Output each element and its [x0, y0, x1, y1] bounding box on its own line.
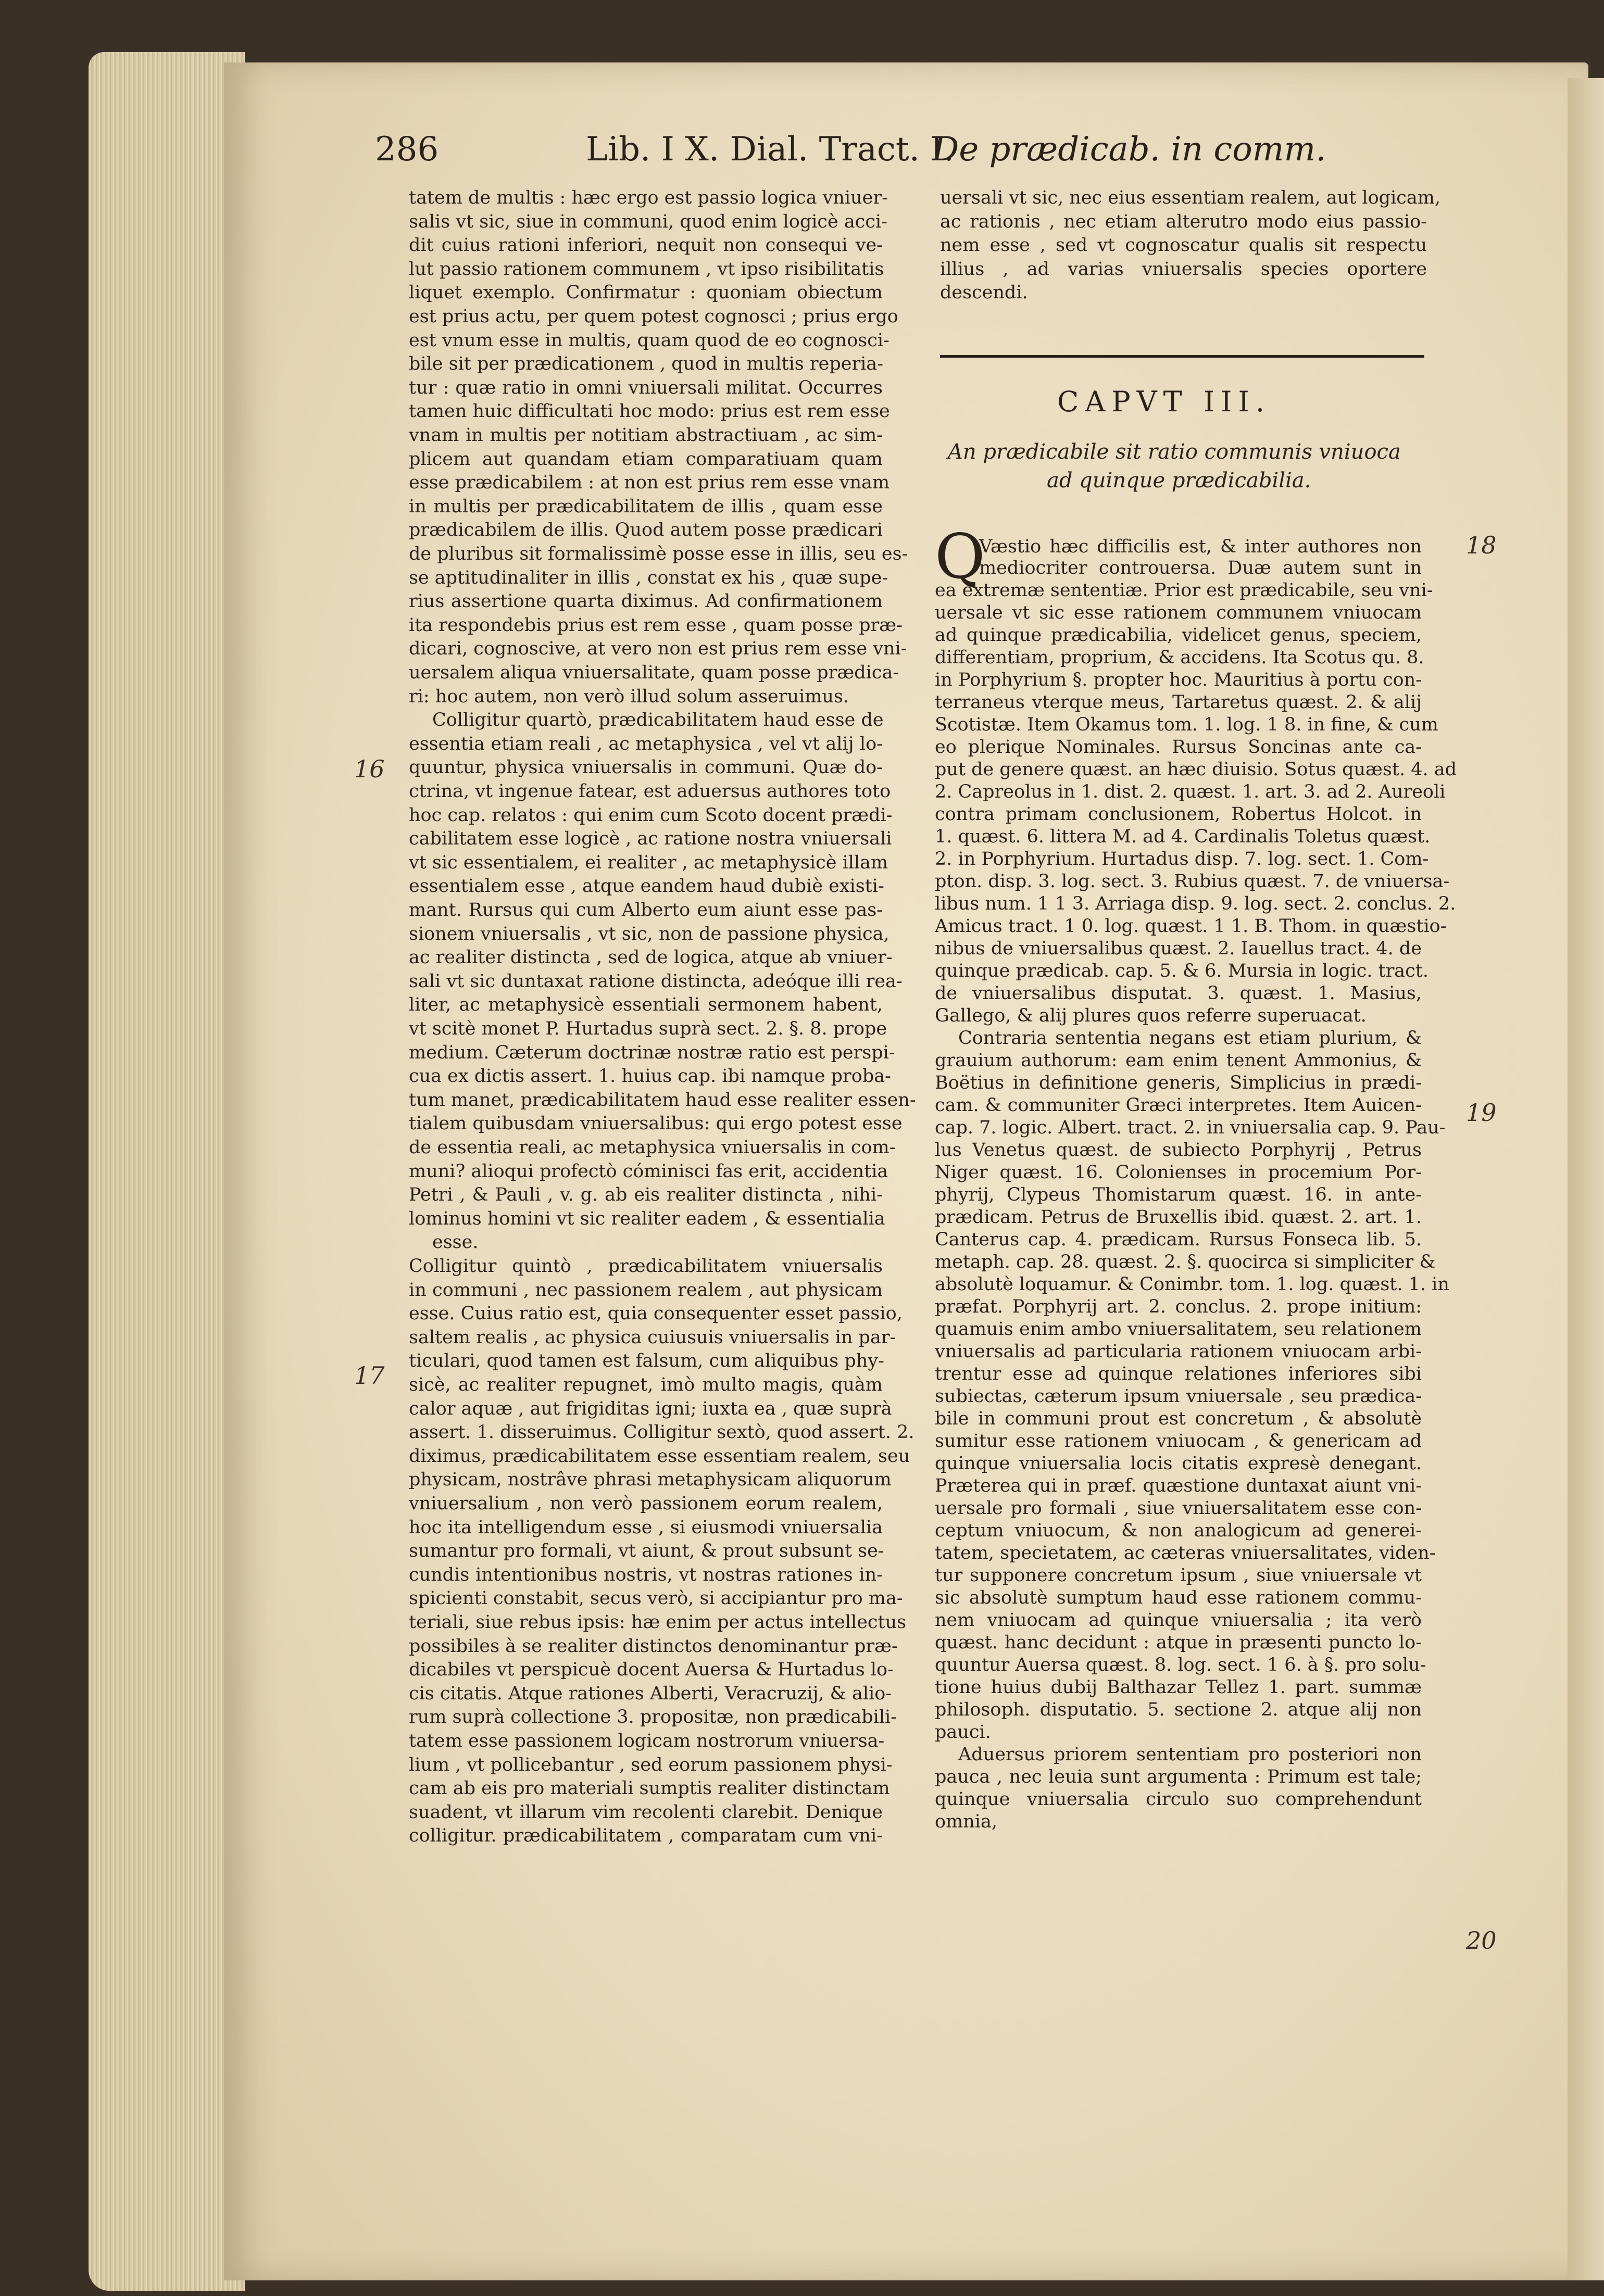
text-line: esse.: [432, 1232, 479, 1253]
running-head: Lib. I X. Dial. Tract. I.: [586, 130, 954, 169]
text-line: lus Venetus quæst. de subiecto Porphyrij , Petrus: [935, 1140, 1422, 1160]
text-line: suadent, vt illarum vim recolenti clarebit. Denique: [409, 1801, 883, 1823]
text-line: de vniuersalibus disputat. 3. quæst. 1. Masius,: [935, 983, 1422, 1004]
text-line: ticulari, quod tamen est falsum, cum aliquibus phy-: [409, 1351, 884, 1372]
text-line: dicabiles vt perspicuè docent Auersa & Hurtadus lo-: [409, 1659, 894, 1681]
facing-page-edge: [1568, 78, 1604, 2280]
text-line: quuntur, physica vniuersalis in communi. Quæ do-: [409, 757, 883, 778]
text-line: quæst. hanc decidunt : atque in præsenti puncto lo-: [935, 1632, 1422, 1653]
text-line: vt scitè monet P. Hurtadus suprà sect. 2. §. 8. prope: [409, 1018, 887, 1039]
text-line: sumantur pro formali, vt aiunt, & prout subsunt se-: [409, 1541, 884, 1562]
text-line: plicem aut quandam etiam comparatiuam quam: [409, 448, 883, 470]
text-line: esse. Cuius ratio est, quia consequenter esset passio,: [409, 1303, 903, 1324]
text-line: Niger quæst. 16. Colonienses in procemium Por-: [935, 1162, 1422, 1183]
text-line: grauium authorum: eam enim tenent Ammonius, &: [935, 1050, 1422, 1071]
text-line: cua ex dictis assert. 1. huius cap. ibi namque proba-: [409, 1066, 891, 1087]
text-line: ad quinque prædicabilia, videlicet genus, speciem,: [935, 625, 1422, 646]
text-line: philosoph. disputatio. 5. sectione 2. atque alij non: [935, 1699, 1422, 1720]
text-line: esse prædicabilem : at non est prius rem esse vnam: [409, 472, 890, 494]
text-line: liquet exemplo. Confirmatur : quoniam obiectum: [409, 282, 883, 304]
text-line: diximus, prædicabilitatem esse essentiam realem, seu: [409, 1445, 910, 1467]
text-line: physicam, nostrâve phrasi metaphysicam aliquorum: [409, 1469, 892, 1491]
text-line: tatem de multis : hæc ergo est passio logica vniuer-: [409, 187, 888, 208]
text-line: sicè, ac realiter repugnet, imò multo magis, quàm: [409, 1374, 883, 1395]
chapter-title-line-2: ad quinque prædicabilia.: [1047, 469, 1311, 493]
text-line: Petri , & Pauli , v. g. ab eis realiter distincta , nihi-: [409, 1184, 883, 1206]
text-line: 1. quæst. 6. littera M. ad 4. Cardinalis Toletus quæst.: [935, 826, 1431, 847]
text-line: hoc ita intelligendum esse , si eiusmodi vniuersalia: [409, 1517, 883, 1538]
text-line: sali vt sic duntaxat ratione distincta, adeóque illi rea-: [409, 970, 903, 992]
text-line: tamen huic difficultati hoc modo: prius est rem esse: [409, 401, 890, 422]
text-line: absolutè loquamur. & Conimbr. tom. 1. log. quæst. 1. in: [935, 1274, 1449, 1295]
text-line: illius , ad varias vniuersalis species oportere: [940, 258, 1427, 280]
text-line: quamuis enim ambo vniuersalitatem, seu relationem: [935, 1319, 1422, 1340]
text-line: metaph. cap. 28. quæst. 2. §. quocirca si simpliciter &: [935, 1252, 1436, 1272]
text-line: ri: hoc autem, non verò illud solum asseruimus.: [409, 686, 849, 707]
text-line: quinque prædicab. cap. 5. & 6. Mursia in logic. tract.: [935, 961, 1428, 981]
text-line: pton. disp. 3. log. sect. 3. Rubius quæst. 7. de vniuersa-: [935, 871, 1450, 892]
text-line: bile in communi prout est concretum , & absolutè: [935, 1408, 1422, 1429]
text-line: vt sic essentialem, ei realiter , ac metaphysicè illam: [409, 852, 888, 873]
text-line: sic absolutè sumptum haud esse rationem commu-: [935, 1587, 1422, 1608]
text-line: cap. 7. logic. Albert. tract. 2. in vniuersalia cap. 9. Pau-: [935, 1117, 1446, 1138]
text-line: ctrina, vt ingenue fatear, est aduersus authores toto: [409, 781, 891, 802]
margin-number: 20: [1466, 1926, 1497, 1954]
text-line: possibiles à se realiter distinctos denominantur præ-: [409, 1635, 898, 1657]
text-line: salis vt sic, siue in communi, quod enim logicè acci-: [409, 211, 887, 232]
text-line: muni? alioqui profectò cóminisci fas erit, accidentia: [409, 1160, 888, 1182]
text-line: cis citatis. Atque rationes Alberti, Veracruzij, & alio-: [409, 1683, 892, 1704]
text-line: se aptitudinaliter in illis , constat ex his , quæ supe-: [409, 567, 888, 588]
text-line: uersali vt sic, nec eius essentiam realem, aut logicam,: [940, 187, 1441, 208]
text-line: vnam in multis per notitiam abstractiuam , ac sim-: [409, 425, 883, 446]
text-line: prædicabilem de illis. Quod autem posse prædicari: [409, 520, 883, 541]
text-line: Gallego, & alij plures quos referre superuacat.: [935, 1005, 1367, 1026]
text-line: in multis per prædicabilitatem de illis , quam esse: [409, 496, 883, 517]
text-line: nem esse , sed vt cognoscatur qualis sit respectu: [940, 235, 1427, 256]
text-line: uersale vt sic esse rationem communem vniuocam: [935, 602, 1422, 623]
text-line: uersale pro formali , siue vniuersalitatem esse con-: [935, 1498, 1422, 1519]
text-line: Præterea qui in præf. quæstione duntaxat aiunt vni-: [935, 1475, 1422, 1496]
text-line: omnia,: [935, 1811, 997, 1832]
text-line: saltem realis , ac physica cuiusuis vniuersalis in par-: [409, 1327, 896, 1348]
text-line: Boëtius in definitione generis, Simplicius in prædi-: [935, 1073, 1422, 1093]
text-line: Contraria sententia negans est etiam plurium, &: [958, 1028, 1422, 1049]
text-line: Colligitur quartò, prædicabilitatem haud esse de: [432, 710, 884, 731]
text-line: terraneus vterque meus, Tartaretus quæst. 2. & alij: [935, 692, 1422, 713]
text-line: est vnum esse in multis, quam quod de eo cognosci-: [409, 330, 889, 351]
text-line: contra primam conclusionem, Robertus Holcot. in: [935, 804, 1422, 825]
text-line: tatem, specietatem, ac cæteras vniuersalitates, viden-: [935, 1543, 1436, 1563]
drop-capital: Q: [935, 521, 985, 592]
text-line: cabilitatem esse logicè , ac ratione nostra vniuersali: [409, 828, 892, 850]
text-line: dit cuius rationi inferiori, nequit non consequi ve-: [409, 235, 883, 256]
margin-number: 16: [354, 755, 385, 783]
text-line: nem vniuocam ad quinque vniuersalia ; ita verò: [935, 1610, 1422, 1631]
text-line: cam ab eis pro materiali sumptis realiter distinctam: [409, 1778, 890, 1799]
text-line: tur : quæ ratio in omni vniuersali militat. Occurres: [409, 377, 883, 398]
text-line: rum suprà collectione 3. propositæ, non prædicabili-: [409, 1707, 897, 1728]
text-line: hoc cap. relatos : qui enim cum Scoto docent prædi-: [409, 804, 893, 826]
text-line: essentialem esse , atque eandem haud dubiè existi-: [409, 876, 884, 897]
chapter-title-line-1: An prædicabile sit ratio communis vniuoca: [948, 440, 1401, 464]
text-line: lium , vt pollicebantur , sed eorum passionem physi-: [409, 1754, 893, 1775]
text-line: 2. Capreolus in 1. dist. 2. quæst. 1. art. 3. ad 2. Aureoli: [935, 781, 1446, 802]
text-line: ac realiter distincta , sed de logica, atque ab vniuer-: [409, 947, 893, 968]
chapter-heading: CAPVT III.: [1057, 385, 1271, 418]
text-line: in communi , nec passionem realem , aut physicam: [409, 1279, 883, 1301]
running-title: De prædicab. in comm.: [932, 130, 1326, 169]
text-line: quinque vniuersalia circulo suo comprehendunt: [935, 1789, 1422, 1810]
text-line: liter, ac metaphysicè essentiali sermonem habent,: [409, 994, 883, 1016]
text-line: vniuersalis ad particularia rationem vniuocam arbi-: [935, 1341, 1422, 1362]
text-line: in Porphyrium §. propter hoc. Mauritius à portu con-: [935, 670, 1422, 690]
text-line: ac rationis , nec etiam alterutro modo eius passio-: [940, 211, 1427, 232]
text-line: uersalem aliqua vniuersalitate, quam posse prædica-: [409, 662, 899, 683]
text-line: ea extremæ sententiæ. Prior est prædicabile, seu vni-: [935, 580, 1433, 601]
text-line: pauci.: [935, 1722, 991, 1743]
text-line: vniuersalium , non verò passionem eorum realem,: [409, 1493, 883, 1514]
text-line: cundis intentionibus nostris, vt nostras rationes in-: [409, 1564, 883, 1585]
text-line: pauca , nec leuia sunt argumenta : Primum est tale;: [935, 1767, 1422, 1787]
text-line: Væstio hæc difficilis est, & inter authores non: [979, 536, 1422, 557]
page-number: 286: [375, 130, 439, 169]
text-line: assert. 1. disseruimus. Colligitur sextò, quod assert. 2.: [409, 1422, 914, 1443]
text-line: Amicus tract. 1 0. log. quæst. 1 1. B. Thom. in quæstio-: [935, 916, 1447, 937]
book-page-edges: [89, 52, 245, 2291]
text-line: rius assertione quarta diximus. Ad confirmationem: [409, 591, 883, 612]
text-line: 2. in Porphyrium. Hurtadus disp. 7. log. sect. 1. Com-: [935, 849, 1429, 869]
text-line: sumitur esse rationem vniuocam , & genericam ad: [935, 1431, 1422, 1452]
text-line: trentur esse ad quinque relationes inferiores sibi: [935, 1364, 1422, 1384]
text-line: de essentia reali, ac metaphysica vniuersalis in com-: [409, 1137, 896, 1158]
section-rule: [940, 355, 1424, 358]
text-line: eo plerique Nominales. Rursus Soncinas ante ca-: [935, 737, 1422, 758]
text-line: de pluribus sit formalissimè posse esse in illis, seu es-: [409, 544, 908, 564]
text-line: est prius actu, per quem potest cognosci ; prius ergo: [409, 306, 898, 327]
text-line: teriali, siue rebus ipsis: hæ enim per actus intellectus: [409, 1612, 907, 1633]
text-line: tialem quibusdam vniuersalibus: qui ergo potest esse: [409, 1113, 903, 1134]
text-line: tum manet, prædicabilitatem haud esse realiter essen-: [409, 1089, 916, 1111]
text-line: libus num. 1 1 3. Arriaga disp. 9. log. sect. 2. conclus. 2.: [935, 893, 1456, 914]
text-line: ita respondebis prius est rem esse , quam posse præ-: [409, 614, 903, 636]
text-line: cam. & communiter Græci interpretes. Item Auicen-: [935, 1095, 1422, 1116]
text-line: spicienti constabit, secus verò, si accipiantur pro ma-: [409, 1588, 903, 1609]
text-line: tatem esse passionem logicam nostrorum vniuersa-: [409, 1731, 885, 1751]
text-line: mant. Rursus qui cum Alberto eum aiunt esse pas-: [409, 900, 883, 920]
margin-number: 19: [1466, 1099, 1497, 1127]
text-line: bile sit per prædicationem , quod in multis reperia-: [409, 354, 884, 375]
text-line: Scotistæ. Item Okamus tom. 1. log. 1 8. in fine, & cum: [935, 714, 1438, 735]
text-line: prædicam. Petrus de Bruxellis ibid. quæst. 2. art. 1.: [935, 1207, 1422, 1228]
text-line: dicari, cognoscive, at vero non est prius rem esse vni-: [409, 638, 907, 660]
text-line: lut passio rationem communem , vt ipso risibilitatis: [409, 258, 884, 280]
text-line: colligitur. prædicabilitatem , comparatam cum vni-: [409, 1825, 883, 1847]
margin-number: 18: [1466, 531, 1497, 559]
text-line: nibus de vniuersalibus quæst. 2. Iauellus tract. 4. de: [935, 938, 1422, 959]
text-line: tur supponere concretum ipsum , siue vniuersale vt: [935, 1565, 1422, 1586]
text-line: essentia etiam reali , ac metaphysica , vel vt alij lo-: [409, 733, 883, 754]
text-line: Colligitur quintò , prædicabilitatem vniuersalis: [409, 1256, 883, 1277]
margin-number: 17: [354, 1361, 385, 1390]
text-line: Aduersus priorem sententiam pro posteriori non: [958, 1744, 1422, 1765]
text-line: tione huius dubij Balthazar Tellez 1. part. summæ: [935, 1677, 1422, 1698]
text-line: descendi.: [940, 282, 1028, 304]
text-line: ceptum vniuocum, & non analogicum ad generei-: [935, 1520, 1422, 1541]
text-line: calor aquæ , aut frigiditas igni; iuxta ea , quæ suprà: [409, 1398, 892, 1419]
text-line: medium. Cæterum doctrinæ nostræ ratio est perspi-: [409, 1042, 895, 1063]
text-line: differentiam, proprium, & accidens. Ita Scotus qu. 8.: [935, 647, 1424, 668]
text-line: lominus homini vt sic realiter eadem , & essentialia: [409, 1208, 885, 1229]
text-line: quuntur Auersa quæst. 8. log. sect. 1 6. à §. pro solu-: [935, 1655, 1426, 1675]
text-line: phyrij, Clypeus Thomistarum quæst. 16. in ante-: [935, 1184, 1422, 1205]
text-line: quinque vniuersalia locis citatis expresè denegant.: [935, 1453, 1422, 1474]
text-line: præfat. Porphyrij art. 2. conclus. 2. prope initium:: [935, 1296, 1422, 1317]
text-line: Canterus cap. 4. prædicam. Rursus Fonseca lib. 5.: [935, 1229, 1422, 1250]
text-line: subiectas, cæterum ipsum vniuersale , seu prædica-: [935, 1386, 1422, 1407]
text-line: put de genere quæst. an hæc diuisio. Sotus quæst. 4. ad: [935, 759, 1457, 780]
text-line: sionem vniuersalis , vt sic, non de passione physica,: [409, 923, 889, 944]
text-line: mediocriter controuersa. Duæ autem sunt in: [979, 558, 1422, 578]
